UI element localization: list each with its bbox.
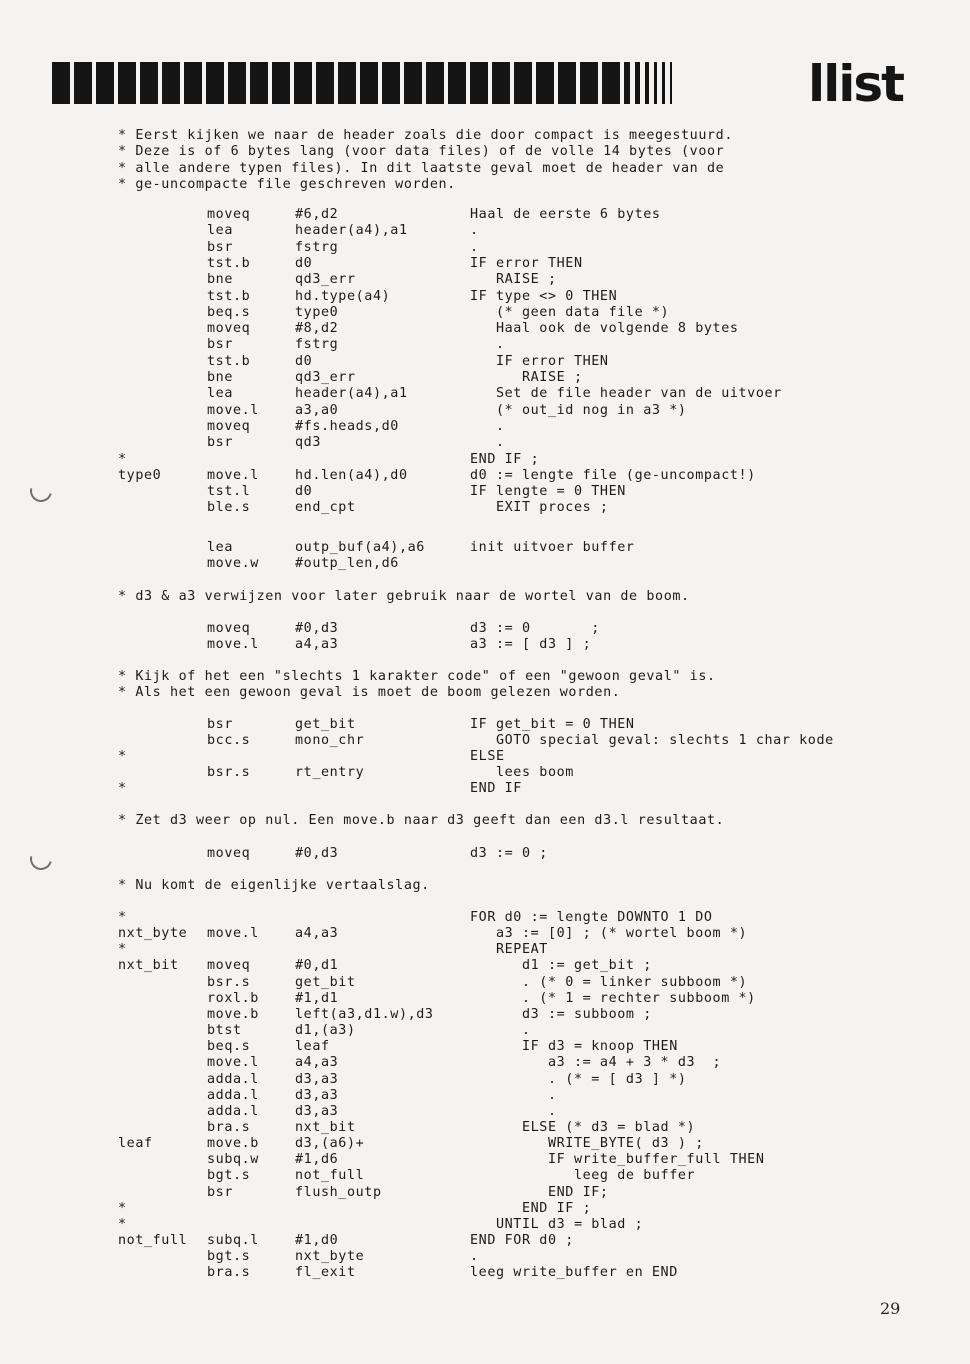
header-bar-segment bbox=[206, 62, 224, 104]
code-operand: nxt_bit bbox=[295, 1119, 356, 1135]
code-label: * bbox=[118, 1216, 127, 1232]
comment-text: * Eerst kijken we naar de header zoals die door compact is meegestuurd. bbox=[118, 128, 733, 143]
code-opcode: move.l bbox=[207, 402, 259, 418]
code-operand: get_bit bbox=[295, 717, 356, 732]
code-comment: ELSE bbox=[470, 749, 505, 764]
header-bar-segment bbox=[52, 62, 70, 104]
header-bar-segment bbox=[360, 62, 378, 104]
header-bar-segment bbox=[536, 62, 554, 104]
code-comment: END IF; bbox=[470, 1184, 609, 1200]
code-operand: hd.len(a4),d0 bbox=[295, 467, 408, 483]
code-opcode: bra.s bbox=[207, 1265, 251, 1281]
code-opcode: moveq bbox=[207, 958, 251, 974]
code-opcode: bsr bbox=[207, 337, 233, 353]
code-comment: IF lengte = 0 THEN bbox=[470, 484, 626, 500]
code-label: nxt_byte bbox=[118, 926, 188, 942]
code-operand: #1,d1 bbox=[295, 990, 339, 1006]
code-operand: qd3_err bbox=[295, 370, 356, 385]
code-label: nxt_bit bbox=[118, 958, 179, 974]
header-bar-segment bbox=[492, 62, 510, 104]
code-comment: IF type <> 0 THEN bbox=[470, 288, 618, 304]
code-comment: init uitvoer buffer bbox=[470, 540, 635, 555]
header-bar-segment bbox=[162, 62, 180, 104]
header-bar-segment bbox=[558, 62, 576, 104]
code-operand: d3,a3 bbox=[295, 1103, 339, 1119]
code-operand: #fs.heads,d0 bbox=[295, 418, 399, 434]
code-operand: nxt_byte bbox=[295, 1249, 365, 1265]
code-opcode: bra.s bbox=[207, 1119, 251, 1135]
code-comment: RAISE ; bbox=[470, 272, 557, 288]
code-opcode: bsr bbox=[207, 239, 233, 255]
code-comment: d1 := get_bit ; bbox=[470, 958, 652, 974]
code-comment: REPEAT bbox=[470, 942, 548, 958]
code-operand: a3,a0 bbox=[295, 402, 339, 418]
code-label: type0 bbox=[118, 467, 162, 483]
code-opcode: tst.l bbox=[207, 484, 251, 500]
code-label: not_full bbox=[118, 1233, 188, 1248]
code-comment: a3 := [0] ; (* wortel boom *) bbox=[470, 926, 748, 942]
code-operand: #8,d2 bbox=[295, 321, 339, 337]
code-comment: WRITE_BYTE( d3 ) ; bbox=[470, 1136, 704, 1152]
code-operand: d3,a3 bbox=[295, 1071, 339, 1087]
code-comment: IF error THEN bbox=[470, 353, 609, 369]
header-bar-segment bbox=[382, 62, 400, 104]
code-operand: fstrg bbox=[295, 239, 339, 255]
header-bar-segment bbox=[470, 62, 488, 104]
code-operand: type0 bbox=[295, 304, 339, 320]
code-opcode: adda.l bbox=[207, 1087, 259, 1103]
code-operand: rt_entry bbox=[295, 765, 365, 780]
code-operand: #0,d1 bbox=[295, 958, 339, 974]
code-comment: END FOR d0 ; bbox=[470, 1233, 574, 1248]
code-opcode: bsr bbox=[207, 717, 233, 732]
code-operand: qd3 bbox=[295, 435, 321, 451]
code-opcode: moveq bbox=[207, 418, 251, 434]
code-comment: a3 := [ d3 ] ; bbox=[470, 637, 592, 652]
comment-text: * Deze is of 6 bytes lang (voor data files) of de volle 14 bytes (voor bbox=[118, 144, 725, 159]
code-operand: #6,d2 bbox=[295, 207, 339, 222]
code-comment: UNTIL d3 = blad ; bbox=[470, 1216, 644, 1232]
code-operand: fstrg bbox=[295, 337, 339, 353]
header-bar-segment bbox=[514, 62, 532, 104]
code-opcode: lea bbox=[207, 223, 233, 239]
header-bar-segment bbox=[228, 62, 246, 104]
code-opcode: bgt.s bbox=[207, 1168, 251, 1184]
code-comment: FOR d0 := lengte DOWNTO 1 DO bbox=[470, 910, 713, 925]
code-comment: . bbox=[470, 239, 479, 255]
header-bar bbox=[52, 62, 672, 104]
comment-text: * alle andere typen files). In dit laatste geval moet de header van de bbox=[118, 161, 725, 176]
comment-text: * d3 & a3 verwijzen voor later gebruik naar de wortel van de boom. bbox=[118, 589, 690, 604]
code-operand: #outp_len,d6 bbox=[295, 556, 399, 571]
code-comment: . (* = [ d3 ] *) bbox=[470, 1071, 687, 1087]
code-opcode: move.l bbox=[207, 467, 259, 483]
header-bar-segment bbox=[294, 62, 312, 104]
code-comment: IF get_bit = 0 THEN bbox=[470, 717, 635, 732]
header-bar-stripe bbox=[635, 62, 640, 104]
comment-text: * Kijk of het een "slechts 1 karakter code" of een "gewoon geval" is. bbox=[118, 669, 716, 684]
code-operand: left(a3,d1.w),d3 bbox=[295, 1006, 434, 1022]
code-operand: qd3_err bbox=[295, 272, 356, 288]
code-label: * bbox=[118, 942, 127, 958]
code-operand: d3,(a6)+ bbox=[295, 1136, 365, 1152]
code-opcode: moveq bbox=[207, 321, 251, 337]
code-comment: ELSE (* d3 = blad *) bbox=[470, 1119, 696, 1135]
code-operand: d0 bbox=[295, 353, 313, 369]
code-comment: leeg write_buffer en END bbox=[470, 1265, 678, 1281]
code-comment: d0 := lengte file (ge-uncompact!) bbox=[470, 467, 756, 483]
header-bar-segment bbox=[96, 62, 114, 104]
code-operand: hd.type(a4) bbox=[295, 288, 391, 304]
header-bar-segment bbox=[272, 62, 290, 104]
code-opcode: move.l bbox=[207, 926, 259, 942]
code-opcode: adda.l bbox=[207, 1103, 259, 1119]
code-operand: a4,a3 bbox=[295, 637, 339, 652]
code-comment: . bbox=[470, 337, 505, 353]
code-operand: #1,d6 bbox=[295, 1152, 339, 1168]
code-comment: d3 := subboom ; bbox=[470, 1006, 652, 1022]
code-opcode: roxl.b bbox=[207, 990, 259, 1006]
code-comment: RAISE ; bbox=[470, 370, 583, 385]
code-comment: lees boom bbox=[470, 765, 574, 780]
code-opcode: subq.l bbox=[207, 1233, 259, 1248]
code-operand: d3,a3 bbox=[295, 1087, 339, 1103]
code-label: leaf bbox=[118, 1136, 153, 1152]
code-operand: d0 bbox=[295, 255, 313, 271]
code-opcode: subq.w bbox=[207, 1152, 259, 1168]
code-comment: . bbox=[470, 1249, 479, 1265]
header-bar-stripe bbox=[662, 62, 665, 104]
code-operand: end_cpt bbox=[295, 500, 356, 516]
header-bar-stripe bbox=[624, 62, 630, 104]
code-operand: fl_exit bbox=[295, 1265, 356, 1281]
header-bar-segment bbox=[74, 62, 92, 104]
header-bar-stripe bbox=[645, 62, 649, 104]
code-operand: leaf bbox=[295, 1039, 330, 1055]
code-comment: END IF ; bbox=[470, 1200, 592, 1216]
header-bar-segment bbox=[404, 62, 422, 104]
punch-hole-mark bbox=[26, 476, 56, 506]
code-comment: IF error THEN bbox=[470, 255, 583, 271]
code-opcode: move.b bbox=[207, 1136, 259, 1152]
code-opcode: lea bbox=[207, 386, 233, 402]
code-comment: leeg de buffer bbox=[470, 1168, 696, 1184]
code-opcode: bsr.s bbox=[207, 974, 251, 990]
code-opcode: bsr bbox=[207, 1184, 233, 1200]
code-opcode: tst.b bbox=[207, 353, 251, 369]
code-operand: not_full bbox=[295, 1168, 365, 1184]
code-opcode: beq.s bbox=[207, 1039, 251, 1055]
code-operand: header(a4),a1 bbox=[295, 386, 408, 402]
code-opcode: moveq bbox=[207, 846, 251, 861]
code-opcode: btst bbox=[207, 1023, 242, 1039]
code-operand: mono_chr bbox=[295, 733, 365, 748]
code-label: * bbox=[118, 910, 127, 925]
code-operand: flush_outp bbox=[295, 1184, 382, 1200]
code-opcode: ble.s bbox=[207, 500, 251, 516]
code-operand: #0,d3 bbox=[295, 846, 339, 861]
code-comment: (* out_id nog in a3 *) bbox=[470, 402, 687, 418]
code-operand: a4,a3 bbox=[295, 926, 339, 942]
code-opcode: lea bbox=[207, 540, 233, 555]
code-comment: d3 := 0 ; bbox=[470, 846, 548, 861]
code-opcode: bne bbox=[207, 370, 233, 385]
code-comment: . (* 1 = rechter subboom *) bbox=[470, 990, 756, 1006]
header-bar-segment bbox=[316, 62, 334, 104]
code-operand: d0 bbox=[295, 484, 313, 500]
code-comment: IF d3 = knoop THEN bbox=[470, 1039, 678, 1055]
code-operand: header(a4),a1 bbox=[295, 223, 408, 239]
header-bar-segment bbox=[602, 62, 620, 104]
code-label: * bbox=[118, 781, 127, 796]
code-opcode: tst.b bbox=[207, 288, 251, 304]
comment-text: * Nu komt de eigenlijke vertaalslag. bbox=[118, 878, 430, 893]
magazine-logo: llist bbox=[808, 55, 904, 113]
code-comment: . bbox=[470, 1087, 557, 1103]
code-label: * bbox=[118, 749, 127, 764]
code-opcode: move.l bbox=[207, 637, 259, 652]
header-bar-segment bbox=[184, 62, 202, 104]
code-opcode: move.w bbox=[207, 556, 259, 571]
code-opcode: bsr bbox=[207, 435, 233, 451]
comment-text: * Zet d3 weer op nul. Een move.b naar d3 geeft dan een d3.l resultaat. bbox=[118, 813, 725, 828]
code-operand: #0,d3 bbox=[295, 621, 339, 636]
code-comment: END IF ; bbox=[470, 451, 540, 467]
code-comment: Haal de eerste 6 bytes bbox=[470, 207, 661, 222]
code-operand: outp_buf(a4),a6 bbox=[295, 540, 425, 555]
code-label: * bbox=[118, 1200, 127, 1216]
code-comment: GOTO special geval: slechts 1 char kode bbox=[470, 733, 834, 748]
code-opcode: moveq bbox=[207, 207, 251, 222]
code-comment: EXIT proces ; bbox=[470, 500, 609, 516]
header-bar-segment bbox=[426, 62, 444, 104]
code-opcode: adda.l bbox=[207, 1071, 259, 1087]
code-operand: get_bit bbox=[295, 974, 356, 990]
header-bar-segment bbox=[338, 62, 356, 104]
code-comment: Haal ook de volgende 8 bytes bbox=[470, 321, 739, 337]
code-comment: (* geen data file *) bbox=[470, 304, 670, 320]
code-opcode: move.l bbox=[207, 1055, 259, 1071]
header-bar-segment bbox=[448, 62, 466, 104]
code-opcode: beq.s bbox=[207, 304, 251, 320]
code-opcode: moveq bbox=[207, 621, 251, 636]
code-comment: . bbox=[470, 435, 505, 451]
code-comment: a3 := a4 + 3 * d3 ; bbox=[470, 1055, 722, 1071]
header-bar-segment bbox=[580, 62, 598, 104]
header-bar-segment bbox=[118, 62, 136, 104]
code-comment: . (* 0 = linker subboom *) bbox=[470, 974, 748, 990]
code-opcode: bcc.s bbox=[207, 733, 251, 748]
comment-text: * Als het een gewoon geval is moet de boom gelezen worden. bbox=[118, 685, 621, 700]
header-bar-stripe bbox=[654, 62, 657, 104]
code-operand: a4,a3 bbox=[295, 1055, 339, 1071]
code-comment: . bbox=[470, 418, 505, 434]
code-opcode: bsr.s bbox=[207, 765, 251, 780]
code-operand: #1,d0 bbox=[295, 1233, 339, 1248]
code-opcode: move.b bbox=[207, 1006, 259, 1022]
code-comment: . bbox=[470, 1023, 531, 1039]
code-comment: . bbox=[470, 223, 479, 239]
code-comment: END IF bbox=[470, 781, 522, 796]
code-label: * bbox=[118, 451, 127, 467]
code-opcode: bgt.s bbox=[207, 1249, 251, 1265]
code-opcode: tst.b bbox=[207, 255, 251, 271]
comment-text: * ge-uncompacte file geschreven worden. bbox=[118, 177, 456, 192]
punch-hole-mark bbox=[26, 844, 56, 874]
page-number: 29 bbox=[880, 1299, 901, 1318]
header-bar-segment bbox=[140, 62, 158, 104]
header-bar-segment bbox=[250, 62, 268, 104]
code-comment: d3 := 0 ; bbox=[470, 621, 600, 636]
code-opcode: bne bbox=[207, 272, 233, 288]
code-comment: Set de file header van de uitvoer bbox=[470, 386, 782, 402]
header-bar-stripe bbox=[670, 62, 672, 104]
code-operand: d1,(a3) bbox=[295, 1023, 356, 1039]
code-comment: . bbox=[470, 1103, 557, 1119]
code-comment: IF write_buffer_full THEN bbox=[470, 1152, 765, 1168]
